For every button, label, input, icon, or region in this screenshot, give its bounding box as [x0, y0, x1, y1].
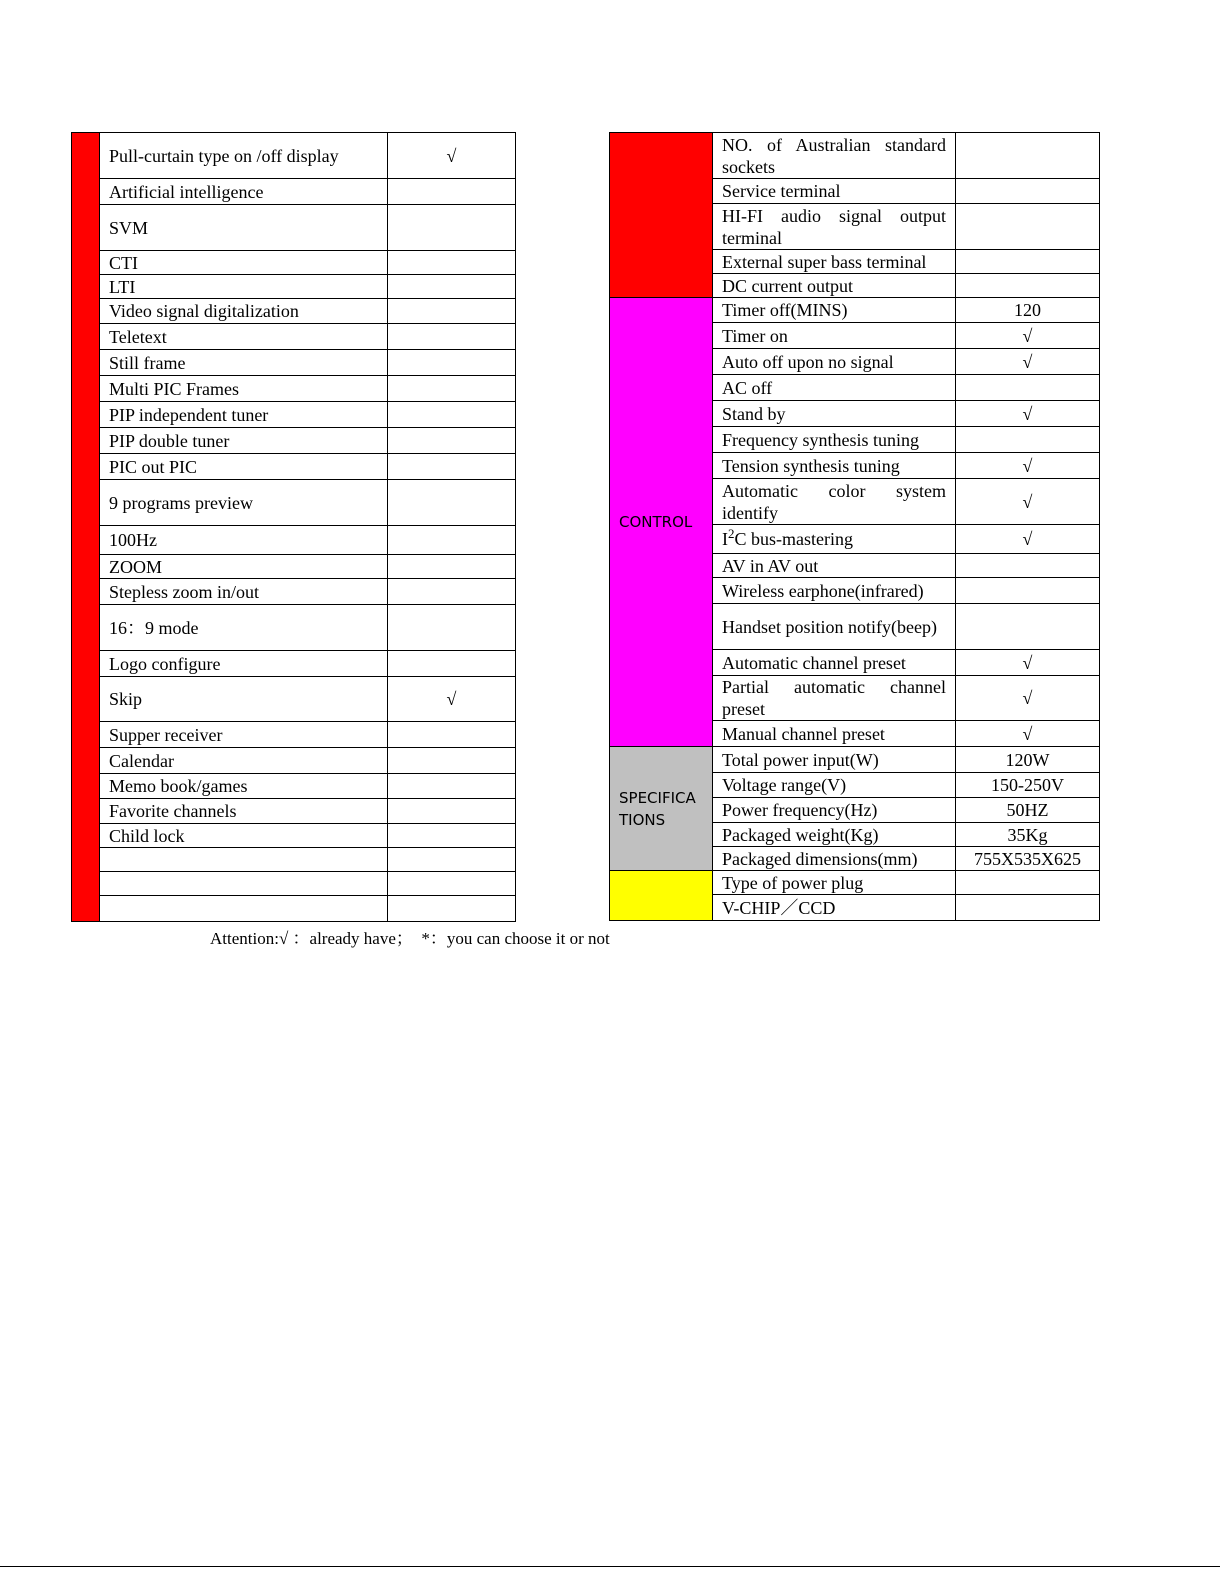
table-row: [72, 896, 516, 922]
other-category-cell: [610, 871, 713, 921]
feature-label: V-CHIP／CCD: [713, 895, 956, 921]
feature-label: Power frequency(Hz): [713, 798, 956, 823]
feature-label: Total power input(W): [713, 747, 956, 773]
feature-label: NO. of Australian standard sockets: [713, 133, 956, 179]
feature-value: √: [388, 677, 516, 722]
control-category-cell: CONTROL: [610, 298, 713, 747]
feature-value: [388, 774, 516, 799]
table-row: [610, 298, 1100, 323]
feature-value: √: [956, 453, 1100, 479]
feature-value: √: [956, 349, 1100, 375]
feature-label: Artificial intelligence: [100, 179, 388, 205]
feature-value: [388, 824, 516, 848]
table-row: [72, 179, 516, 205]
feature-label-prefix: I: [722, 529, 728, 549]
feature-value: 120W: [956, 747, 1100, 773]
feature-value: 755X535X625: [956, 847, 1100, 871]
feature-value: [388, 454, 516, 480]
feature-label: Child lock: [100, 824, 388, 848]
feature-value: 150-250V: [956, 773, 1100, 798]
feature-value: [956, 427, 1100, 453]
feature-label: Still frame: [100, 350, 388, 376]
feature-label: Teletext: [100, 324, 388, 350]
feature-value: [388, 526, 516, 555]
feature-label: Favorite channels: [100, 799, 388, 824]
feature-value: √: [956, 323, 1100, 349]
feature-label: Automatic color system identify: [713, 479, 956, 525]
feature-label: Partial automatic channel preset: [713, 676, 956, 721]
feature-label: ZOOM: [100, 555, 388, 579]
table-row: [72, 774, 516, 799]
feature-value: √: [388, 133, 516, 179]
table-row: [72, 605, 516, 651]
attention-footnote: Attention:√ ：already have； *：you can choose it or not: [210, 929, 610, 948]
feature-value: [388, 299, 516, 324]
feature-label: Packaged dimensions(mm): [713, 847, 956, 871]
feature-value: [388, 848, 516, 872]
table-row: [610, 871, 1100, 895]
table-row: [72, 526, 516, 555]
feature-value: √: [956, 525, 1100, 554]
feature-value: [956, 375, 1100, 401]
feature-value: √: [956, 401, 1100, 427]
table-row: [72, 872, 516, 896]
table-row: [72, 480, 516, 526]
feature-value: [388, 350, 516, 376]
feature-value: [388, 799, 516, 824]
feature-value: [956, 133, 1100, 179]
feature-label: PIC out PIC: [100, 454, 388, 480]
table-row: [72, 799, 516, 824]
feature-value: 35Kg: [956, 823, 1100, 847]
feature-label: PIP independent tuner: [100, 402, 388, 428]
feature-label: Pull-curtain type on /off display: [100, 133, 388, 179]
feature-label: Supper receiver: [100, 722, 388, 748]
feature-value: [388, 428, 516, 454]
feature-label: PIP double tuner: [100, 428, 388, 454]
feature-label: Skip: [100, 677, 388, 722]
feature-value: [388, 605, 516, 651]
table-row: [72, 251, 516, 275]
table-row: [72, 402, 516, 428]
feature-label: Stepless zoom in/out: [100, 579, 388, 605]
feature-label: External super bass terminal: [713, 250, 956, 274]
feature-label: Stand by: [713, 401, 956, 427]
feature-label: Logo configure: [100, 651, 388, 677]
feature-label: Frequency synthesis tuning: [713, 427, 956, 453]
feature-value: [956, 578, 1100, 604]
terminals-category-cell: [610, 133, 713, 298]
feature-value: [388, 480, 516, 526]
table-row: [72, 428, 516, 454]
table-row: [72, 848, 516, 872]
feature-value: √: [956, 479, 1100, 525]
feature-label: [100, 896, 388, 922]
feature-value: [956, 871, 1100, 895]
table-row: [72, 824, 516, 848]
table-row: [72, 722, 516, 748]
feature-label: [100, 848, 388, 872]
table-row: [72, 579, 516, 605]
table-row: [72, 350, 516, 376]
feature-value: [388, 205, 516, 251]
feature-label: Multi PIC Frames: [100, 376, 388, 402]
feature-value: [956, 274, 1100, 298]
feature-label: Type of power plug: [713, 871, 956, 895]
feature-label: Voltage range(V): [713, 773, 956, 798]
table-row: [72, 299, 516, 324]
feature-label: LTI: [100, 275, 388, 299]
feature-label: 100Hz: [100, 526, 388, 555]
feature-label-text: C bus-mastering: [734, 529, 853, 549]
feature-value: [956, 554, 1100, 578]
feature-value: √: [956, 721, 1100, 747]
feature-label: Tension synthesis tuning: [713, 453, 956, 479]
feature-label: Timer on: [713, 323, 956, 349]
feature-label: Handset position notify(beep): [713, 604, 956, 650]
feature-label: Memo book/games: [100, 774, 388, 799]
feature-label: Timer off(MINS): [713, 298, 956, 323]
feature-label: Auto off upon no signal: [713, 349, 956, 375]
feature-label: Wireless earphone(infrared): [713, 578, 956, 604]
category-color-bar: [72, 133, 100, 922]
feature-label: Calendar: [100, 748, 388, 774]
feature-label: HI-FI audio signal output terminal: [713, 204, 956, 250]
feature-label: Automatic channel preset: [713, 650, 956, 676]
feature-value: √: [956, 650, 1100, 676]
table-row: [72, 133, 516, 179]
feature-value: [388, 402, 516, 428]
feature-value: [388, 896, 516, 922]
feature-value: [388, 555, 516, 579]
table-row: [610, 133, 1100, 179]
table-row: [72, 651, 516, 677]
table-row: [72, 454, 516, 480]
feature-label: DC current output: [713, 274, 956, 298]
feature-value: [388, 376, 516, 402]
table-row: [610, 747, 1100, 773]
feature-label: Service terminal: [713, 179, 956, 204]
feature-value: [956, 250, 1100, 274]
superscript: 2: [728, 526, 735, 541]
table-row: [72, 205, 516, 251]
feature-value: [388, 748, 516, 774]
table-row: [72, 376, 516, 402]
feature-value: [388, 722, 516, 748]
left-feature-table: [71, 132, 516, 922]
feature-value: [956, 604, 1100, 650]
feature-value: [388, 651, 516, 677]
feature-value: 50HZ: [956, 798, 1100, 823]
feature-label: CTI: [100, 251, 388, 275]
feature-value: [956, 895, 1100, 921]
feature-value: [388, 179, 516, 205]
table-row: [72, 748, 516, 774]
right-feature-table: [609, 132, 1100, 921]
feature-value: 120: [956, 298, 1100, 323]
feature-label: AC off: [713, 375, 956, 401]
feature-label: [713, 525, 956, 554]
feature-value: [388, 579, 516, 605]
feature-label: [100, 872, 388, 896]
feature-value: [388, 872, 516, 896]
feature-label: Packaged weight(Kg): [713, 823, 956, 847]
table-row: [72, 555, 516, 579]
feature-value: [388, 275, 516, 299]
table-row: [72, 275, 516, 299]
feature-value: [956, 179, 1100, 204]
feature-label: Video signal digitalization: [100, 299, 388, 324]
feature-label: 9 programs preview: [100, 480, 388, 526]
table-row: [72, 324, 516, 350]
feature-value: √: [956, 676, 1100, 721]
page-bottom-rule: [0, 1566, 1220, 1567]
table-row: [72, 677, 516, 722]
feature-value: [388, 251, 516, 275]
feature-value: [956, 204, 1100, 250]
feature-label: 16：9 mode: [100, 605, 388, 651]
feature-label: SVM: [100, 205, 388, 251]
feature-label: Manual channel preset: [713, 721, 956, 747]
specifications-category-cell: SPECIFICA TIONS: [610, 747, 713, 871]
feature-label: AV in AV out: [713, 554, 956, 578]
feature-value: [388, 324, 516, 350]
